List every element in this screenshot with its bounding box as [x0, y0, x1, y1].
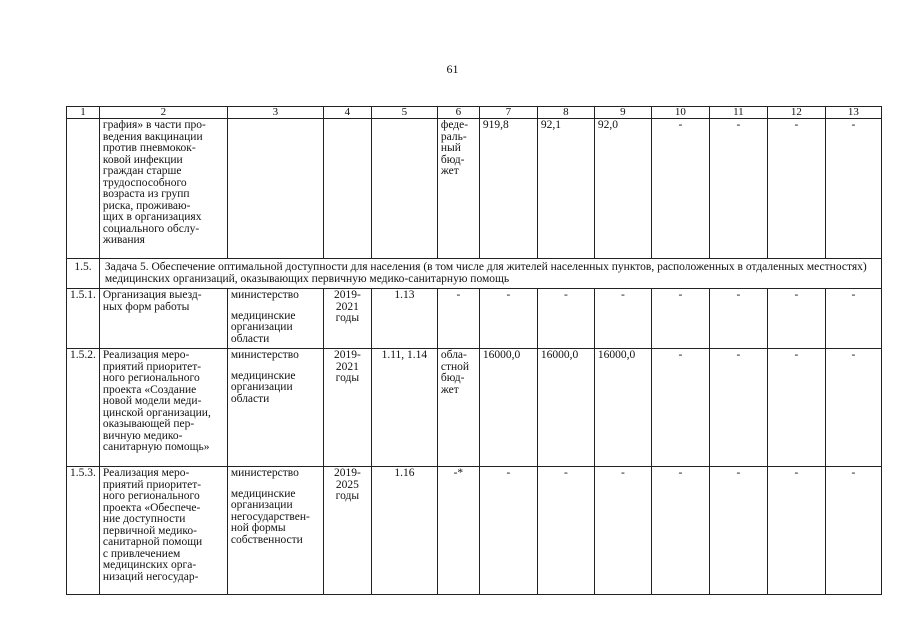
indicator-cell [371, 119, 437, 259]
event-name-cell: графия» в части про- ведения вакцинации против пневмокок- ковой инфекции граждан старше трудоспособного возраста из групп риска, проживаю- щих в организациях социального обслу- живания [99, 119, 227, 259]
value-cell: - [651, 467, 709, 595]
program-table [66, 106, 882, 595]
value-cell: 16000,0 [537, 349, 594, 467]
value-cell: - [767, 289, 825, 349]
event-name-cell: Организация выезд- ных форм работы [99, 289, 227, 349]
task-row [67, 259, 882, 289]
row-number-cell: 1.5. [67, 259, 100, 289]
row-number-cell: 1.5.3. [67, 467, 100, 595]
value-cell: - [709, 467, 767, 595]
task-heading: Задача 5. Обеспечение оптимальной доступности для населения (в том числе для жителей населенных пунктов, расположенных в отдаленных местностях) медицинских организаций, оказывающих первичную медико-санитарную помощь [99, 259, 881, 289]
page-number: 61 [446, 62, 459, 76]
value-cell: - [594, 467, 651, 595]
value-cell: - [767, 467, 825, 595]
value-cell: - [594, 289, 651, 349]
period-cell: 2019- 2025 годы [323, 467, 371, 595]
table-row [67, 467, 882, 595]
header-cell: 4 [323, 107, 371, 119]
table-row [67, 289, 882, 349]
value-cell: - [479, 467, 537, 595]
header-cell: 9 [594, 107, 651, 119]
row-number-cell [67, 119, 100, 259]
value-cell: - [537, 289, 594, 349]
value-cell: 92,1 [537, 119, 594, 259]
header-cell: 1 [67, 107, 100, 119]
value-cell: - [825, 119, 881, 259]
header-cell: 6 [437, 107, 479, 119]
value-cell: 16000,0 [594, 349, 651, 467]
executor-cell [227, 119, 323, 259]
row-number-cell: 1.5.2. [67, 349, 100, 467]
value-cell: - [709, 119, 767, 259]
header-cell: 10 [651, 107, 709, 119]
header-cell: 2 [99, 107, 227, 119]
value-cell: - [825, 289, 881, 349]
value-cell: - [767, 349, 825, 467]
executor-cell: министерство медицинские организации области [227, 289, 323, 349]
value-cell: - [537, 467, 594, 595]
funding-source-cell: - [437, 289, 479, 349]
value-cell: 919,8 [479, 119, 537, 259]
value-cell: - [767, 119, 825, 259]
header-cell: 11 [709, 107, 767, 119]
funding-source-cell: обла- стной бюд- жет [437, 349, 479, 467]
executor-cell: министерство медицинские организации области [227, 349, 323, 467]
event-name-cell: Реализация меро- приятий приоритет- ного регионального проекта «Обеспече- ние доступности первичной медико- санитарной помощи с привлечением медицинских орга- низаций негосудар- [99, 467, 227, 595]
event-name-cell: Реализация меро- приятий приоритет- ного регионального проекта «Создание новой модели меди- цинской организации, оказывающей пер- вичную медико- санитарную помощь» [99, 349, 227, 467]
indicator-cell: 1.16 [371, 467, 437, 595]
header-row [67, 107, 882, 119]
value-cell: - [709, 289, 767, 349]
header-cell: 5 [371, 107, 437, 119]
row-number-cell: 1.5.1. [67, 289, 100, 349]
header-cell: 8 [537, 107, 594, 119]
value-cell: 92,0 [594, 119, 651, 259]
header-cell: 7 [479, 107, 537, 119]
executor-cell: министерство медицинские организации негосударствен- ной формы собственности [227, 467, 323, 595]
period-cell [323, 119, 371, 259]
funding-source-cell: феде- раль- ный бюд- жет [437, 119, 479, 259]
table-row [67, 349, 882, 467]
header-cell: 12 [767, 107, 825, 119]
table-row [67, 119, 882, 259]
value-cell: - [651, 289, 709, 349]
value-cell: - [825, 467, 881, 595]
period-cell: 2019- 2021 годы [323, 349, 371, 467]
value-cell: - [825, 349, 881, 467]
funding-source-cell: -* [437, 467, 479, 595]
value-cell: - [479, 289, 537, 349]
header-cell: 3 [227, 107, 323, 119]
indicator-cell: 1.13 [371, 289, 437, 349]
value-cell: - [651, 349, 709, 467]
value-cell: 16000,0 [479, 349, 537, 467]
header-cell: 13 [825, 107, 881, 119]
period-cell: 2019- 2021 годы [323, 289, 371, 349]
value-cell: - [651, 119, 709, 259]
value-cell: - [709, 349, 767, 467]
indicator-cell: 1.11, 1.14 [371, 349, 437, 467]
